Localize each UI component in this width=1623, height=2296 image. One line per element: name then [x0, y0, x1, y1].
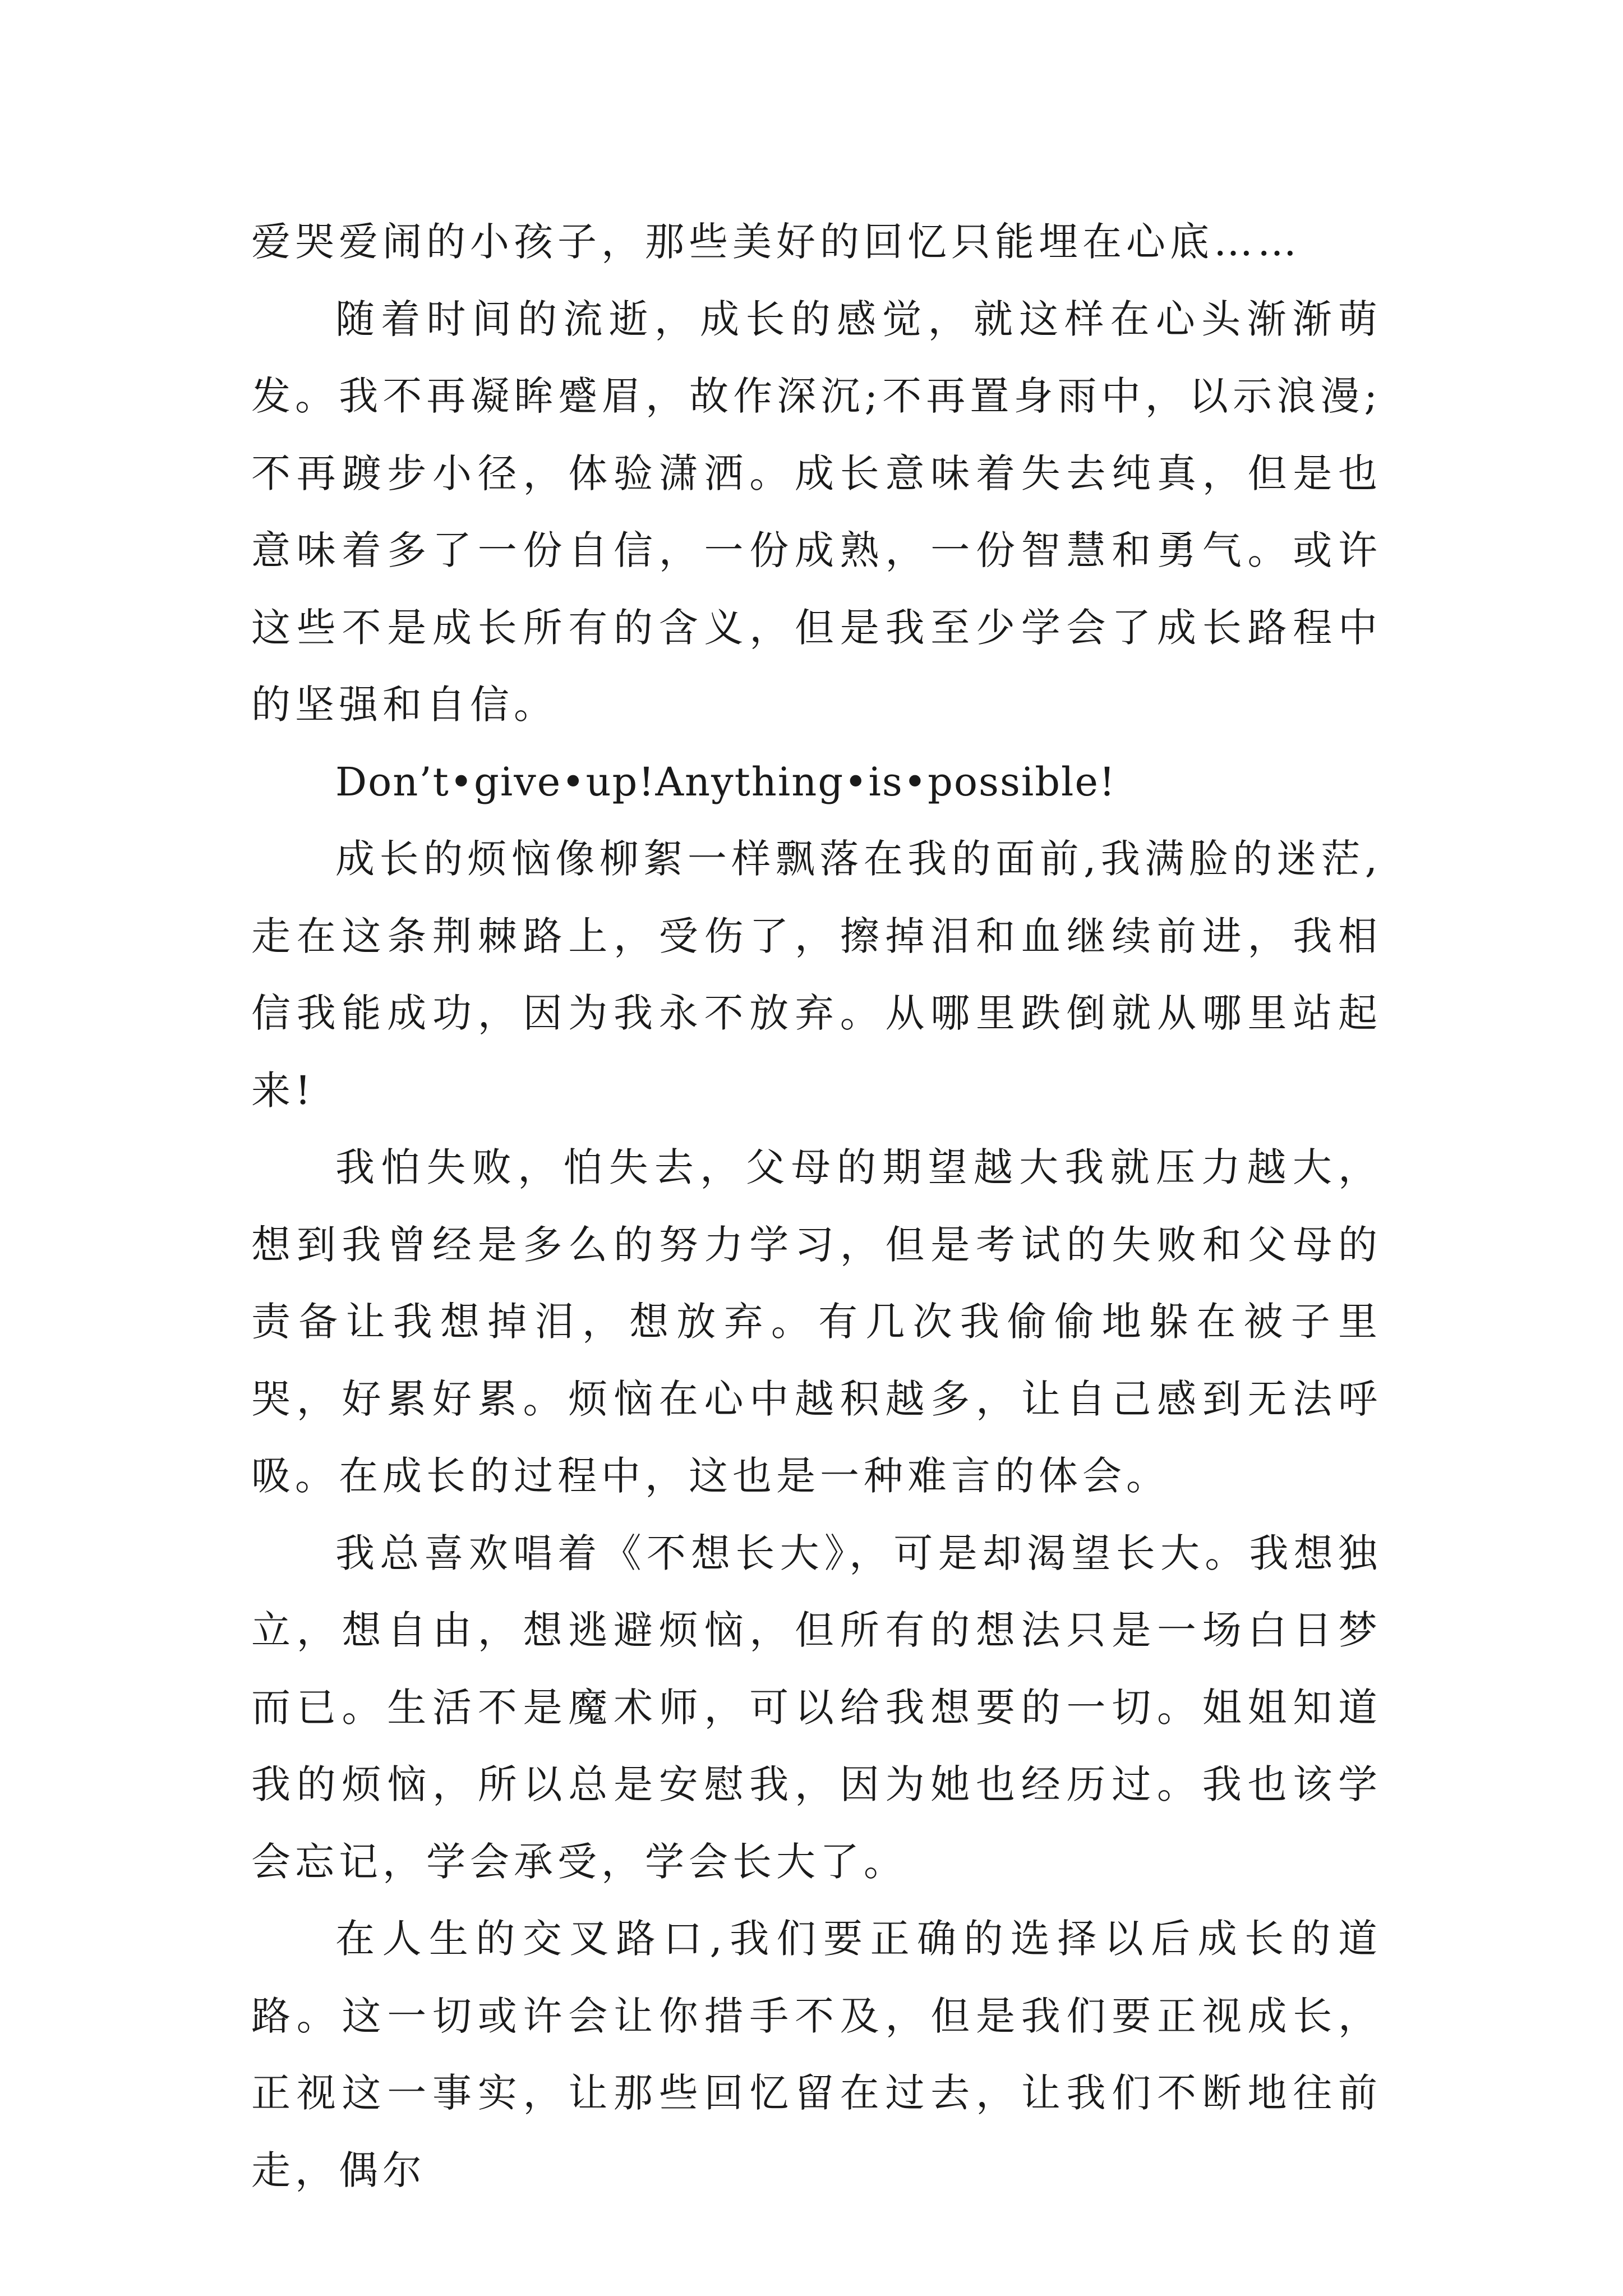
paragraph-worries: 成长的烦恼像柳絮一样飘落在我的面前,我满脸的迷茫,走在这条荆棘路上，受伤了，擦掉泪和血继续前进，我相信我能成功，因为我永不放弃。从哪里跌倒就从哪里站起来!: [251, 836, 1382, 1114]
paragraph-crossroads: 在人生的交叉路口,我们要正确的选择以后成长的道路。这一切或许会让你措手不及，但是我们要正视成长，正视这一事实，让那些回忆留在过去，让我们不断地往前走，偶尔: [251, 1916, 1382, 2193]
paragraph-fear-of-failure: 我怕失败，怕失去，父母的期望越大我就压力越大，想到我曾经是多么的努力学习，但是考试的失败和父母的责备让我想掉泪，想放弃。有几次我偷偷地躲在被子里哭，好累好累。烦恼在心中越积越多，让自己感到无法呼吸。在成长的过程中，这也是一种难言的体会。: [251, 1144, 1382, 1499]
paragraph-growing-up: 我总喜欢唱着《不想长大》，可是却渴望长大。我想独立，想自由，想逃避烦恼，但所有的想法只是一场白日梦而已。生活不是魔术师，可以给我想要的一切。姐姐知道我的烦恼，所以总是安慰我，因为她也经历过。我也该学会忘记，学会承受，学会长大了。: [251, 1530, 1382, 1885]
paragraph-growth-feeling: 随着时间的流逝，成长的感觉，就这样在心头渐渐萌发。我不再凝眸蹙眉，故作深沉;不再置身雨中，以示浪漫;不再踱步小径，体验潇洒。成长意味着失去纯真，但是也意味着多了一份自信，一份成熟，一份智慧和勇气。或许这些不是成长所有的含义，但是我至少学会了成长路程中的坚强和自信。: [251, 296, 1382, 728]
document-body: [251, 204, 1382, 2209]
paragraph-motto: Don’t•give•up!Anything•is•possible!: [335, 758, 1117, 805]
paragraph-continued: 爱哭爱闹的小孩子，那些美好的回忆只能埋在心底……: [251, 219, 1301, 265]
